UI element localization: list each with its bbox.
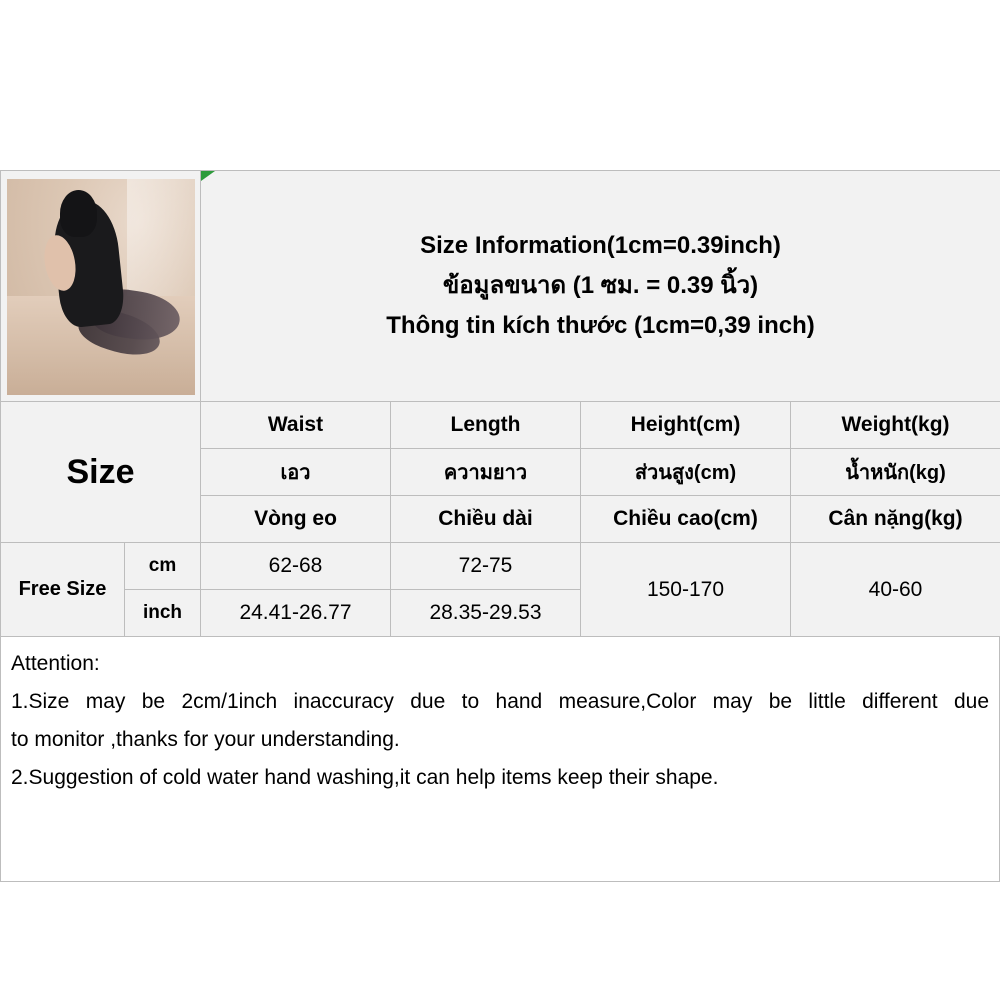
cell-length-inch: 28.35-29.53 bbox=[391, 590, 581, 637]
photo-hair bbox=[60, 190, 98, 238]
attention-note-1-part-2: to monitor ,thanks for your understanding. bbox=[11, 728, 400, 751]
column-header-weight-en: Weight(kg) bbox=[791, 402, 1000, 449]
column-header-weight-vi: Cân nặng(kg) bbox=[791, 496, 1000, 543]
size-label-cell: Size bbox=[1, 402, 201, 543]
column-header-length-en: Length bbox=[391, 402, 581, 449]
cell-waist-inch: 24.41-26.77 bbox=[201, 590, 391, 637]
size-information-line-th: ข้อมูลขนาด (1 ซม. = 0.39 นิ้ว) bbox=[442, 272, 759, 299]
size-information-line-vi: Thông tin kích thước (1cm=0,39 inch) bbox=[386, 312, 815, 339]
column-header-waist-en: Waist bbox=[201, 402, 391, 449]
cell-weight: 40-60 bbox=[791, 543, 1000, 637]
column-header-height-vi: Chiều cao(cm) bbox=[581, 496, 791, 543]
attention-note-1-part-1: 1.Size may be 2cm/1inch inaccuracy due to hand measure,Color may be little different due bbox=[11, 690, 989, 713]
cell-length-cm: 72-75 bbox=[391, 543, 581, 590]
table-row-cm bbox=[1, 543, 1000, 590]
column-header-length-vi: Chiều dài bbox=[391, 496, 581, 543]
cell-height: 150-170 bbox=[581, 543, 791, 637]
size-chart-table-wrapper bbox=[0, 170, 1000, 882]
unit-cell-inch: inch bbox=[125, 590, 201, 637]
attention-heading: Attention: bbox=[11, 652, 100, 675]
column-header-height-en: Height(cm) bbox=[581, 402, 791, 449]
table-row-header-info bbox=[1, 171, 1000, 402]
size-information-line-en: Size Information(1cm=0.39inch) bbox=[420, 232, 781, 259]
unit-cell-cm: cm bbox=[125, 543, 201, 590]
table-row-columns-en bbox=[1, 402, 1000, 449]
column-header-weight-th: น้ำหนัก(kg) bbox=[791, 449, 1000, 496]
column-header-length-th: ความยาว bbox=[391, 449, 581, 496]
attention-note-2: 2.Suggestion of cold water hand washing,it can help items keep their shape. bbox=[11, 766, 719, 789]
cell-waist-cm: 62-68 bbox=[201, 543, 391, 590]
attention-block bbox=[0, 637, 1000, 882]
column-header-height-th: ส่วนสูง(cm) bbox=[581, 449, 791, 496]
green-corner-icon bbox=[201, 171, 215, 181]
row-label-free-size: Free Size bbox=[1, 543, 125, 637]
product-photo bbox=[7, 179, 195, 395]
product-photo-cell bbox=[1, 171, 201, 402]
size-information-header bbox=[201, 171, 1000, 402]
size-chart-table bbox=[0, 170, 1000, 637]
column-header-waist-vi: Vòng eo bbox=[201, 496, 391, 543]
column-header-waist-th: เอว bbox=[201, 449, 391, 496]
